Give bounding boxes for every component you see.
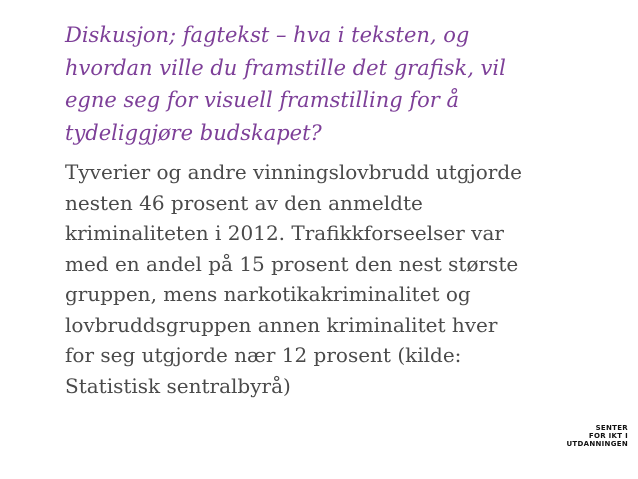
body-line: lovbruddsgruppen annen kriminalitet hver	[65, 312, 498, 337]
logo-line: UTDANNINGEN	[566, 440, 628, 448]
body-line: kriminaliteten i 2012. Trafikkforseelser var	[65, 221, 504, 245]
logo-line: FOR IKT I	[588, 432, 628, 440]
body-line: gruppen, mens narkotikakriminalitet og	[65, 282, 471, 306]
heading-line: tydeliggjøre budskapet?	[65, 120, 322, 145]
body-line: med en andel på 15 prosent den nest største	[65, 251, 519, 276]
body-line: for seg utgjorde nær 12 prosent (kilde:	[65, 343, 462, 367]
body-line: Statistisk sentralbyrå)	[65, 373, 291, 398]
body-line: nesten 46 prosent av den anmeldte	[65, 190, 423, 215]
heading-line: egne seg for visuell framstilling for å	[65, 88, 459, 112]
heading-line: Diskusjon; fagtekst – hva i teksten, og	[65, 23, 470, 47]
senter-for-ikt-logo	[566, 424, 628, 448]
heading-line: hvordan ville du framstille det grafisk, vil	[65, 55, 506, 80]
body-line: Tyverier og andre vinningslovbrudd utgjorde	[65, 160, 522, 184]
logo-line: SENTER	[595, 424, 628, 432]
discussion-heading	[65, 19, 585, 149]
factual-text-paragraph	[65, 157, 585, 401]
